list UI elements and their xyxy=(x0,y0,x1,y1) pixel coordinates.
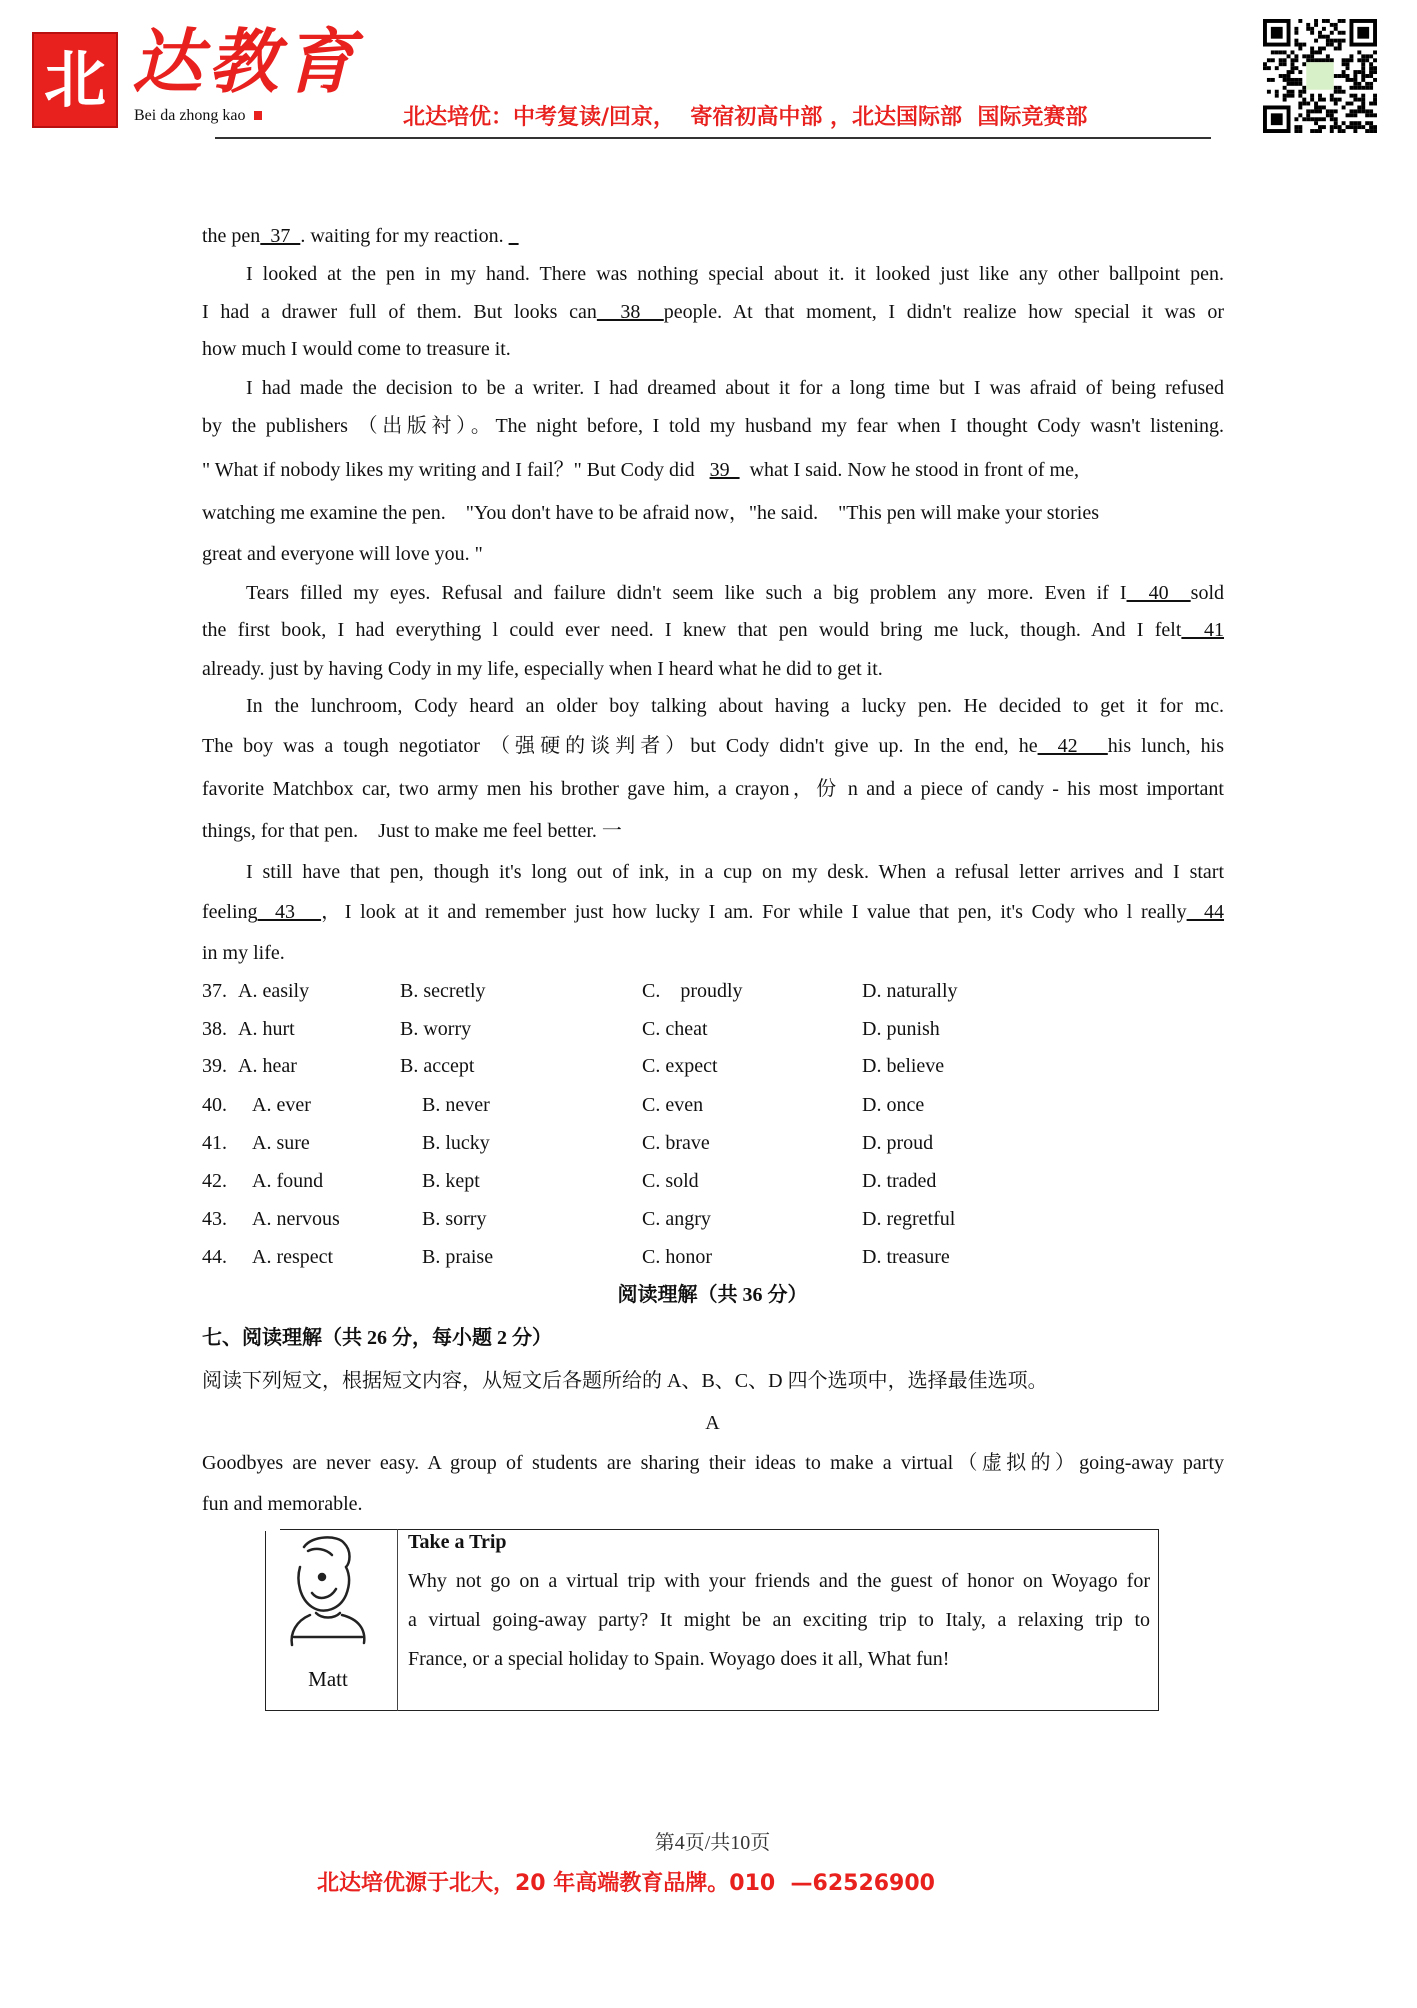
passage-text: the pen xyxy=(202,225,261,247)
passage-text: the first book, I had everything l could ever need. I knew that pen would bring me luck, though. And I felt xyxy=(202,619,1182,641)
footer-slogan: 北达培优源于北大，20 年高端教育品牌。010 —62526900 xyxy=(317,1871,935,1896)
passage-text: watching me examine the pen. "You don't have to be afraid now，"he said. "This pen will make your stories xyxy=(202,502,1099,524)
option-a: A. sure xyxy=(252,1132,310,1154)
boy-cartoon-icon xyxy=(282,1533,374,1651)
option-c: C. even xyxy=(642,1094,704,1116)
passage-line xyxy=(202,375,1224,401)
passage-text: by the publishers （出版衬）。The night before, I told my husband my fear when I thought Cody wasn't listening. xyxy=(202,415,1224,437)
logo-char: 北 xyxy=(43,43,106,116)
passage-line xyxy=(202,940,1224,966)
page-number: 第4页/共10页 xyxy=(654,1832,771,1854)
card-divider xyxy=(397,1529,398,1711)
passage-text: great and everyone will love you. " xyxy=(202,543,483,565)
answer-blank: 39 xyxy=(709,459,740,481)
header-divider xyxy=(215,137,1211,139)
passage-line xyxy=(202,776,1224,802)
passage-text: in my life. xyxy=(202,942,285,964)
passage-text: feeling xyxy=(202,901,258,923)
answer-blank: 44 xyxy=(1186,901,1225,923)
logo-mark xyxy=(32,32,118,128)
passage-text: how much I would come to treasure it. xyxy=(202,338,511,360)
option-c: C. expect xyxy=(642,1055,718,1077)
option-a: A. nervous xyxy=(252,1208,340,1230)
question-number: 37. xyxy=(202,980,227,1002)
passage-line xyxy=(202,261,1224,287)
passage-line xyxy=(202,223,1224,249)
option-c: C. proudly xyxy=(642,980,743,1002)
passage-line xyxy=(202,413,1224,439)
question-number: 44. xyxy=(202,1246,227,1268)
question-number: 43. xyxy=(202,1208,227,1230)
option-c: C. honor xyxy=(642,1246,712,1268)
option-d: D. traded xyxy=(862,1170,937,1192)
option-d: D. naturally xyxy=(862,980,958,1002)
option-d: D. regretful xyxy=(862,1208,956,1230)
answer-blank: 43 xyxy=(257,901,322,923)
answer-blank: 38 xyxy=(596,301,664,323)
question-number: 38. xyxy=(202,1018,227,1040)
red-square-icon xyxy=(254,111,262,120)
option-d: D. once xyxy=(862,1094,925,1116)
passage-line xyxy=(202,693,1224,719)
passage-text: already. just by having Cody in my life, especially when I heard what he did to get it. xyxy=(202,658,883,680)
passage-text: people. At that moment, I didn't realize how special it was or xyxy=(663,301,1225,323)
passage-text: what I said. Now he stood in front of me, xyxy=(739,459,1079,481)
option-d: D. treasure xyxy=(862,1246,950,1268)
passage-line xyxy=(202,617,1224,643)
answer-blank: 42 xyxy=(1037,735,1108,757)
passage-line xyxy=(202,541,1224,567)
person-name: Matt xyxy=(308,1667,348,1691)
passage-text: Tears filled my eyes. Refusal and failure didn't seem like such a big problem any more. Even if I xyxy=(246,582,1127,604)
passage-text: The boy was a tough negotiator （强硬的谈判者）but Cody didn't give up. In the end, he xyxy=(202,735,1038,757)
option-c: C. angry xyxy=(642,1208,711,1230)
option-a: A. hear xyxy=(238,1055,297,1077)
answer-blank: 41 xyxy=(1181,619,1224,641)
passage-text: I had a drawer full of them. But looks can xyxy=(202,301,597,323)
option-a: A. respect xyxy=(252,1246,334,1268)
option-a: A. hurt xyxy=(238,1018,295,1040)
option-a: A. ever xyxy=(252,1094,311,1116)
part-label: A xyxy=(705,1412,720,1434)
section-title: 七、阅读理解（共 26 分，每小题 2 分） xyxy=(202,1327,552,1349)
passage-line xyxy=(202,299,1224,325)
logo-subtitle-text: Bei da zhong kao xyxy=(134,107,246,124)
instruction: 阅读下列短文，根据短文内容，从短文后各题所给的 A、B、C、D 四个选项中，选择最佳选项。 xyxy=(202,1370,1048,1392)
card-line: a virtual going-away party? It might be an exciting trip to Italy, a relaxing trip to xyxy=(408,1609,1150,1631)
option-d: D. proud xyxy=(862,1132,934,1154)
logo-subtitle xyxy=(134,106,262,126)
passage-line xyxy=(202,457,1224,483)
option-c: C. cheat xyxy=(642,1018,708,1040)
passage-text: " What if nobody likes my writing and I fail？" But Cody did xyxy=(202,459,710,481)
answer-blank: 40 xyxy=(1126,582,1191,604)
answer-blank: 37 xyxy=(260,225,301,247)
passage-text: ，I look at it and remember just how lucky I am. For while I value that pen, it's Cody who l really xyxy=(321,901,1187,923)
passage-line xyxy=(202,733,1224,759)
option-a: A. found xyxy=(252,1170,324,1192)
option-d: D. punish xyxy=(862,1018,940,1040)
option-b: B. accept xyxy=(400,1055,475,1077)
question-number: 41. xyxy=(202,1132,227,1154)
passage-text: I had made the decision to be a writer. I had dreamed about it for a long time but I was afraid of being refused xyxy=(246,377,1224,399)
intro-line: fun and memorable. xyxy=(202,1493,363,1515)
passage-line xyxy=(202,580,1224,606)
option-c: C. brave xyxy=(642,1132,710,1154)
passage-text: I still have that pen, though it's long out of ink, in a cup on my desk. When a refusal letter arrives and I start xyxy=(246,861,1224,883)
option-b: B. never xyxy=(422,1094,490,1116)
option-b: B. secretly xyxy=(400,980,486,1002)
question-number: 40. xyxy=(202,1094,227,1116)
header-slogan: 北达培优：中考复读/回京， 寄宿初高中部 ，北达国际部 国际竞赛部 xyxy=(403,105,1088,130)
card-title: Take a Trip xyxy=(408,1531,507,1553)
passage-line xyxy=(202,859,1224,885)
option-b: B. worry xyxy=(400,1018,472,1040)
reading-heading: 阅读理解（共 36 分） xyxy=(617,1284,808,1306)
option-b: B. lucky xyxy=(422,1132,490,1154)
answer-blank xyxy=(509,225,519,247)
passage-text: things, for that pen. Just to make me feel better. 一 xyxy=(202,820,622,842)
option-b: B. sorry xyxy=(422,1208,487,1230)
logo-text: 达教育 xyxy=(132,20,360,103)
option-c: C. sold xyxy=(642,1170,699,1192)
card-line: France, or a special holiday to Spain. Woyago does it all, What fun! xyxy=(408,1648,950,1670)
option-b: B. kept xyxy=(422,1170,480,1192)
option-a: A. easily xyxy=(238,980,310,1002)
question-number: 42. xyxy=(202,1170,227,1192)
passage-text: . waiting for my reaction. xyxy=(300,225,509,247)
passage-text: In the lunchroom, Cody heard an older boy talking about having a lucky pen. He decided to get it for mc. xyxy=(246,695,1224,717)
intro-line: Goodbyes are never easy. A group of students are sharing their ideas to make a virtual（虚拟的）going-away party xyxy=(202,1452,1224,1474)
passage-text: favorite Matchbox car, two army men his brother gave him, a crayon，份 n and a piece of candy - his most important xyxy=(202,778,1224,800)
passage-line xyxy=(202,818,1224,844)
passage-text: his lunch, his xyxy=(1107,735,1224,757)
qr-code-icon xyxy=(1262,19,1378,133)
passage-text: I looked at the pen in my hand. There was nothing special about it. it looked just like any other ballpoint pen. xyxy=(246,263,1224,285)
passage-line xyxy=(202,899,1224,925)
card-border-gap xyxy=(264,1527,280,1531)
passage-line xyxy=(202,500,1224,526)
option-d: D. believe xyxy=(862,1055,945,1077)
passage-line xyxy=(202,336,1224,362)
option-b: B. praise xyxy=(422,1246,494,1268)
card-line: Why not go on a virtual trip with your friends and the guest of honor on Woyago for xyxy=(408,1570,1150,1592)
passage-line xyxy=(202,656,1224,682)
question-number: 39. xyxy=(202,1055,227,1077)
passage-text: sold xyxy=(1190,582,1224,604)
